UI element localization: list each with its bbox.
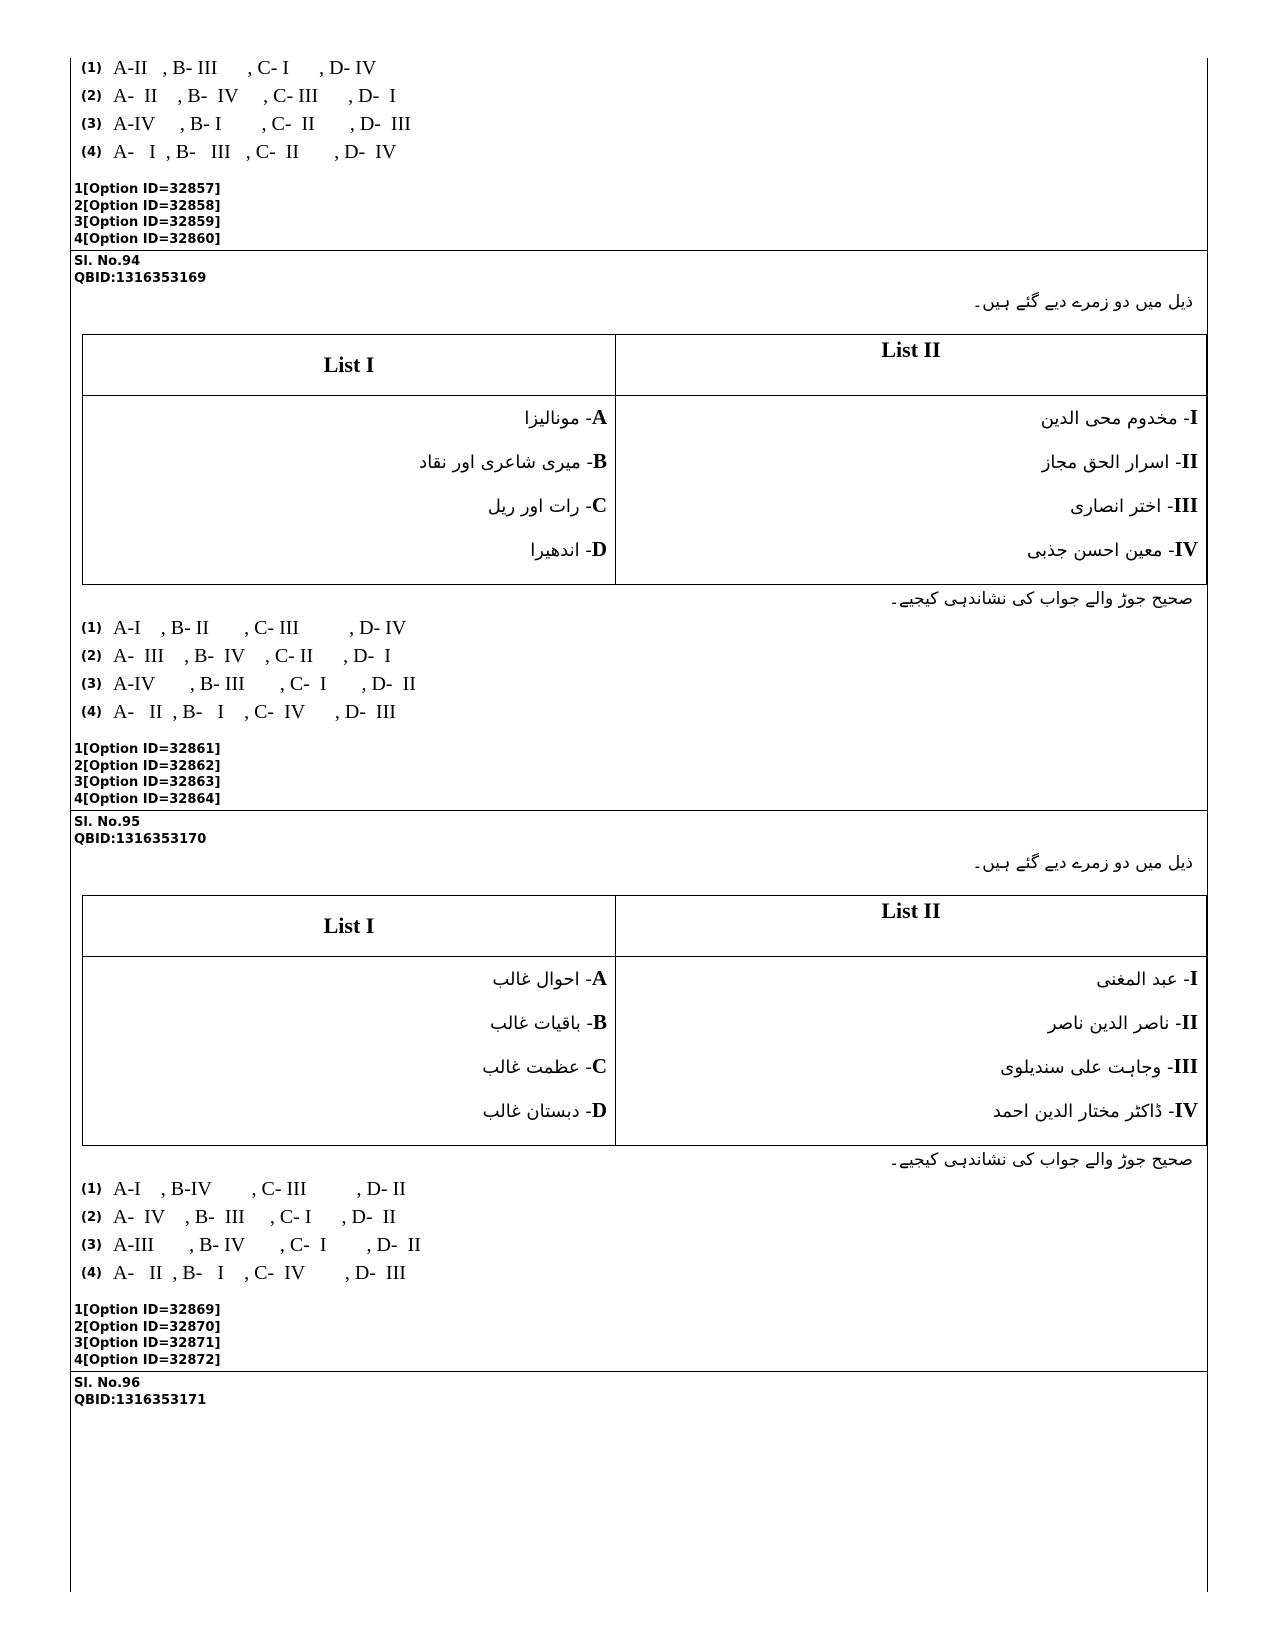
list-item: II- اسرار الحق مجاز <box>1041 449 1198 473</box>
option-id-list <box>74 1303 220 1369</box>
list-item: C- عظمت غالب <box>482 1054 607 1078</box>
option-number: (2) <box>81 1209 102 1225</box>
list-item: III- وجاہت علی سندیلوی <box>1000 1054 1198 1078</box>
option-row <box>81 1259 406 1287</box>
option-number: (3) <box>81 1237 102 1253</box>
list-2-column <box>616 957 1207 1146</box>
list-item: I- مخدوم محی الدین <box>1040 405 1198 429</box>
list-1-column <box>83 396 616 585</box>
option-text: A-IV , B- III , C- I , D- II <box>113 672 416 695</box>
option-row <box>81 670 416 698</box>
list-item: A- احوال غالب <box>492 966 607 990</box>
qbid: QBID:1316353171 <box>74 1392 207 1408</box>
option-row <box>81 138 396 166</box>
list-item: III- اختر انصاری <box>1070 493 1198 517</box>
list-item: D- اندھیرا <box>530 537 607 561</box>
option-id: 2[Option ID=32858] <box>74 198 221 214</box>
option-number: (1) <box>81 60 102 76</box>
list-2-column <box>616 396 1207 585</box>
option-text: A-III , B- IV , C- I , D- II <box>113 1233 421 1256</box>
option-text: A-I , B-IV , C- III , D- II <box>113 1177 406 1200</box>
match-table <box>82 895 1207 1146</box>
option-row <box>81 1175 406 1203</box>
option-text: A- II , B- IV , C- III , D- I <box>113 84 396 107</box>
option-text: A- I , B- III , C- II , D- IV <box>113 140 397 163</box>
question-header <box>74 815 206 848</box>
option-text: A-I , B- II , C- III , D- IV <box>113 616 407 639</box>
list-item: II- ناصر الدین ناصر <box>1047 1010 1198 1034</box>
option-row <box>81 642 391 670</box>
question-divider <box>71 810 1207 811</box>
list-item: IV- معین احسن جذبی <box>1027 537 1198 561</box>
option-number: (2) <box>81 88 102 104</box>
option-id: 4[Option ID=32872] <box>74 1352 221 1368</box>
option-text: A- II , B- I , C- IV , D- III <box>113 1261 406 1284</box>
option-id: 4[Option ID=32864] <box>74 791 221 807</box>
option-text: A- IV , B- III , C- I , D- II <box>113 1205 396 1228</box>
question-header <box>74 1376 206 1409</box>
qbid: QBID:1316353170 <box>74 831 207 847</box>
match-table <box>82 334 1207 585</box>
list-item: C- رات اور ریل <box>487 493 607 517</box>
serial-number: Sl. No.96 <box>74 1376 141 1391</box>
option-number: (3) <box>81 116 102 132</box>
option-row <box>81 1231 421 1259</box>
list-item: A- مونالیزا <box>524 405 607 429</box>
list-item: B- باقیات غالب <box>490 1010 607 1034</box>
list-2-header: List II <box>616 896 1207 957</box>
option-text: A-IV , B- I , C- II , D- III <box>113 112 411 135</box>
option-row <box>81 110 411 138</box>
list-1-column <box>83 957 616 1146</box>
list-item: D- دبستان غالب <box>482 1098 607 1122</box>
option-id: 1[Option ID=32861] <box>74 742 221 757</box>
option-number: (2) <box>81 648 102 664</box>
option-row <box>81 614 406 642</box>
option-id: 3[Option ID=32859] <box>74 215 221 230</box>
option-text: A-II , B- III , C- I , D- IV <box>113 56 377 79</box>
question-header <box>74 254 206 287</box>
list-item: IV- ڈاکٹر مختار الدین احمد <box>992 1098 1198 1122</box>
option-id: 2[Option ID=32870] <box>74 1319 221 1335</box>
option-id-list <box>74 182 220 248</box>
question-prompt: صحیح جوڑ والے جواب کی نشاندہی کیجیے۔ <box>889 589 1193 609</box>
list-2-header: List II <box>616 335 1207 396</box>
list-item: B- میری شاعری اور نقاد <box>419 449 607 473</box>
option-text: A- II , B- I , C- IV , D- III <box>113 700 396 723</box>
option-id: 1[Option ID=32869] <box>74 1303 221 1318</box>
question-divider <box>71 250 1207 251</box>
question-prompt: صحیح جوڑ والے جواب کی نشاندہی کیجیے۔ <box>889 1150 1193 1170</box>
option-number: (1) <box>81 1181 102 1197</box>
option-id: 3[Option ID=32871] <box>74 1336 221 1351</box>
option-row <box>81 1203 396 1231</box>
option-row <box>81 82 396 110</box>
option-number: (4) <box>81 144 102 160</box>
option-id-list <box>74 742 220 808</box>
question-instruction: ذیل میں دو زمرے دیے گئے ہیں۔ <box>972 292 1193 312</box>
option-row <box>81 54 376 82</box>
option-number: (4) <box>81 1265 102 1281</box>
option-id: 4[Option ID=32860] <box>74 231 221 247</box>
option-row <box>81 698 396 726</box>
question-instruction: ذیل میں دو زمرے دیے گئے ہیں۔ <box>972 853 1193 873</box>
question-paper-frame <box>70 58 1208 1592</box>
option-number: (3) <box>81 676 102 692</box>
list-item: I- عبد المغنی <box>1096 966 1198 990</box>
list-1-header: List I <box>83 335 616 396</box>
option-id: 1[Option ID=32857] <box>74 182 221 197</box>
question-divider <box>71 1371 1207 1372</box>
option-text: A- III , B- IV , C- II , D- I <box>113 644 391 667</box>
qbid: QBID:1316353169 <box>74 270 207 286</box>
option-number: (4) <box>81 704 102 720</box>
serial-number: Sl. No.95 <box>74 815 141 830</box>
option-number: (1) <box>81 620 102 636</box>
option-id: 2[Option ID=32862] <box>74 758 221 774</box>
option-id: 3[Option ID=32863] <box>74 775 221 790</box>
list-1-header: List I <box>83 896 616 957</box>
serial-number: Sl. No.94 <box>74 254 141 269</box>
